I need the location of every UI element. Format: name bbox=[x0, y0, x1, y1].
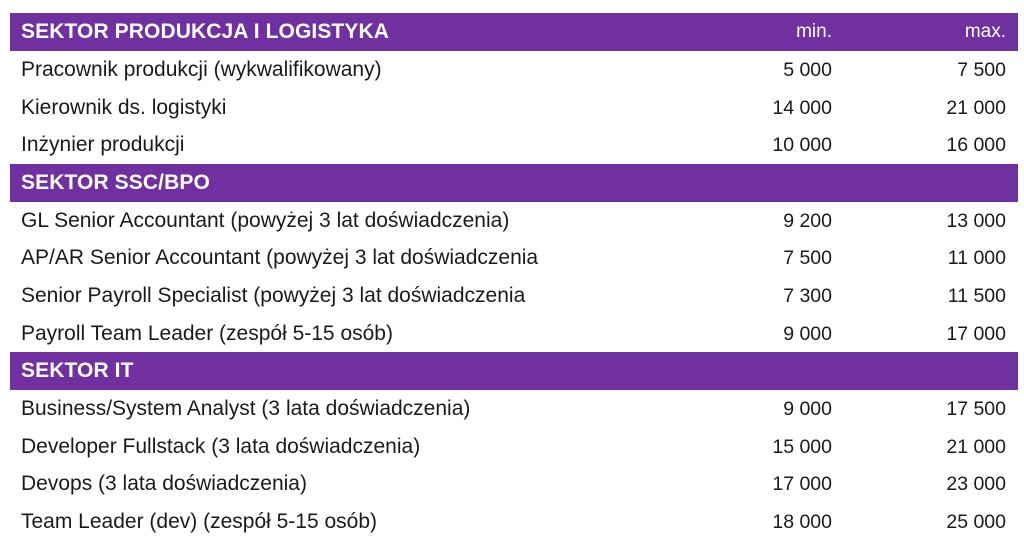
salary-max: 17 000 bbox=[946, 322, 1006, 345]
salary-max: 23 000 bbox=[946, 473, 1006, 496]
table-row bbox=[10, 239, 1018, 277]
salary-max: 11 500 bbox=[947, 284, 1006, 307]
section-title: SEKTOR SSC/BPO bbox=[21, 170, 210, 194]
table-row bbox=[10, 465, 1018, 503]
table-row bbox=[10, 428, 1018, 466]
salary-min: 10 000 bbox=[772, 134, 832, 157]
column-header-min: min. bbox=[796, 21, 832, 42]
salary-min: 17 000 bbox=[772, 473, 832, 496]
salary-max: 11 000 bbox=[947, 247, 1006, 270]
section-header-it bbox=[10, 352, 1018, 390]
salary-min: 18 000 bbox=[772, 510, 832, 533]
position-name: Inżynier produkcji bbox=[21, 133, 185, 157]
position-name: Business/System Analyst (3 lata doświadczenia) bbox=[21, 397, 471, 421]
position-name: GL Senior Accountant (powyżej 3 lat doświadczenia) bbox=[21, 208, 510, 232]
salary-min: 7 500 bbox=[783, 247, 832, 270]
position-name: Developer Fullstack (3 lata doświadczenia) bbox=[21, 434, 421, 458]
table-row bbox=[10, 503, 1018, 541]
salary-max: 13 000 bbox=[946, 209, 1006, 232]
salary-max: 21 000 bbox=[946, 435, 1006, 458]
salary-max: 21 000 bbox=[946, 96, 1006, 119]
position-name: AP/AR Senior Accountant (powyżej 3 lat doświadczenia bbox=[21, 246, 539, 270]
section-header-ssc-bpo bbox=[10, 164, 1018, 202]
position-name: Senior Payroll Specialist (powyżej 3 lat doświadczenia bbox=[21, 283, 526, 307]
table-row bbox=[10, 89, 1018, 127]
column-header-max: max. bbox=[964, 21, 1006, 42]
section-title: SEKTOR PRODUKCJA I LOGISTYKA bbox=[21, 20, 390, 43]
table-row bbox=[10, 315, 1018, 353]
salary-min: 15 000 bbox=[772, 435, 832, 458]
salary-max: 17 500 bbox=[946, 398, 1006, 421]
salary-min: 9 200 bbox=[783, 209, 832, 232]
salary-min: 9 000 bbox=[783, 322, 832, 345]
salary-max: 16 000 bbox=[946, 134, 1006, 157]
position-name: Pracownik produkcji (wykwalifikowany) bbox=[21, 58, 382, 81]
section-header-production bbox=[10, 13, 1018, 51]
table-row bbox=[10, 51, 1018, 89]
position-name: Payroll Team Leader (zespół 5-15 osób) bbox=[21, 321, 393, 345]
position-name: Kierownik ds. logistyki bbox=[21, 95, 227, 119]
salary-min: 9 000 bbox=[783, 398, 832, 421]
salary-table bbox=[10, 13, 1018, 541]
salary-max: 25 000 bbox=[946, 510, 1006, 533]
table-row bbox=[10, 126, 1018, 164]
table-row bbox=[10, 277, 1018, 315]
table-row bbox=[10, 202, 1018, 240]
salary-min: 7 300 bbox=[783, 284, 832, 307]
salary-min: 5 000 bbox=[783, 59, 832, 81]
position-name: Devops (3 lata doświadczenia) bbox=[21, 472, 307, 496]
salary-max: 7 500 bbox=[957, 59, 1006, 81]
section-title: SEKTOR IT bbox=[21, 359, 134, 383]
table-row bbox=[10, 390, 1018, 428]
salary-min: 14 000 bbox=[772, 96, 832, 119]
position-name: Team Leader (dev) (zespół 5-15 osób) bbox=[21, 509, 378, 533]
